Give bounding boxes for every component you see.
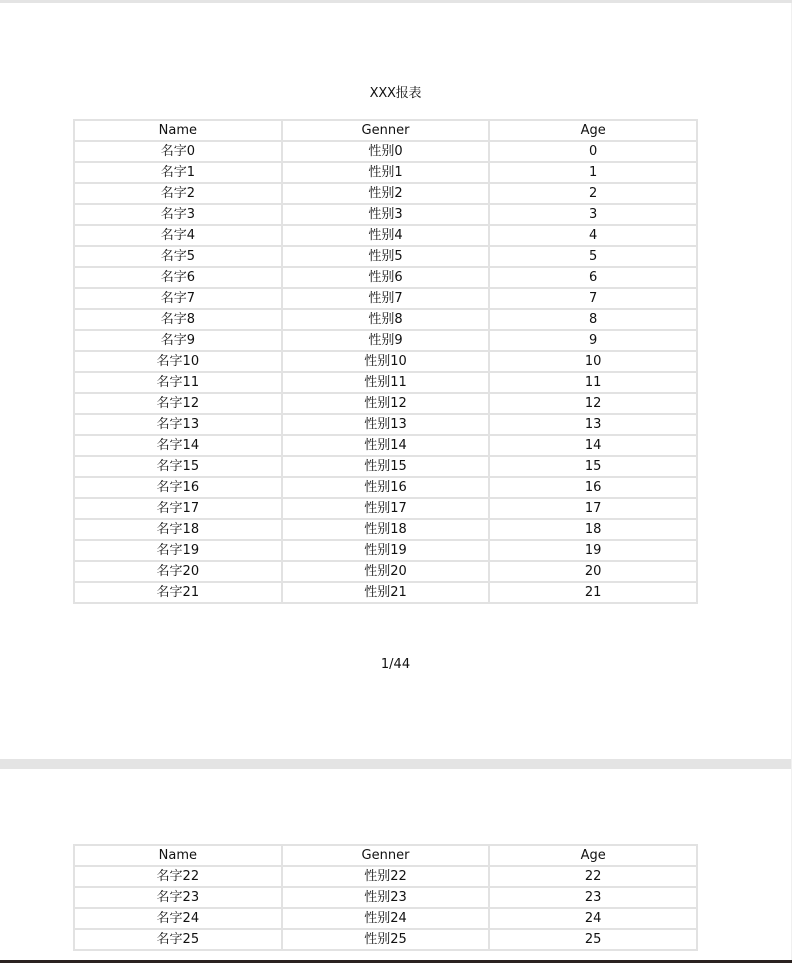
- cell-age: 10: [489, 351, 697, 372]
- cell-genner: 性别10: [282, 351, 490, 372]
- cell-age: 9: [489, 330, 697, 351]
- cell-genner: 性别19: [282, 540, 490, 561]
- cell-genner: 性别13: [282, 414, 490, 435]
- column-header-age: Age: [489, 120, 697, 141]
- cell-genner: 性别14: [282, 435, 490, 456]
- page-separator: [0, 759, 792, 769]
- cell-age: 12: [489, 393, 697, 414]
- cell-name: 名字19: [74, 540, 282, 561]
- cell-name: 名字17: [74, 498, 282, 519]
- cell-name: 名字21: [74, 582, 282, 603]
- table-header-row: [74, 845, 697, 866]
- cell-genner: 性别3: [282, 204, 490, 225]
- table-row: [74, 225, 697, 246]
- cell-genner: 性别21: [282, 582, 490, 603]
- cell-name: 名字9: [74, 330, 282, 351]
- table-row: [74, 141, 697, 162]
- table-row: [74, 456, 697, 477]
- cell-genner: 性别20: [282, 561, 490, 582]
- table-row: [74, 908, 697, 929]
- table-row: [74, 561, 697, 582]
- cell-genner: 性别18: [282, 519, 490, 540]
- table-row: [74, 204, 697, 225]
- cell-name: 名字24: [74, 908, 282, 929]
- cell-genner: 性别6: [282, 267, 490, 288]
- table-row: [74, 183, 697, 204]
- cell-age: 21: [489, 582, 697, 603]
- table-row: [74, 498, 697, 519]
- cell-name: 名字4: [74, 225, 282, 246]
- cell-name: 名字16: [74, 477, 282, 498]
- column-header-name: Name: [74, 120, 282, 141]
- cell-genner: 性别5: [282, 246, 490, 267]
- table-row: [74, 309, 697, 330]
- cell-genner: 性别23: [282, 887, 490, 908]
- cell-genner: 性别0: [282, 141, 490, 162]
- table-row: [74, 162, 697, 183]
- cell-name: 名字18: [74, 519, 282, 540]
- table-row: [74, 929, 697, 950]
- cell-age: 8: [489, 309, 697, 330]
- table-row: [74, 477, 697, 498]
- cell-name: 名字6: [74, 267, 282, 288]
- table-row: [74, 246, 697, 267]
- report-title: XXX报表: [369, 86, 422, 101]
- table-body: [74, 141, 697, 603]
- page-number: 1/44: [380, 657, 411, 672]
- cell-age: 0: [489, 141, 697, 162]
- cell-genner: 性别17: [282, 498, 490, 519]
- table-row: [74, 540, 697, 561]
- cell-name: 名字15: [74, 456, 282, 477]
- cell-name: 名字11: [74, 372, 282, 393]
- cell-name: 名字13: [74, 414, 282, 435]
- cell-genner: 性别9: [282, 330, 490, 351]
- cell-name: 名字12: [74, 393, 282, 414]
- cell-age: 3: [489, 204, 697, 225]
- cell-genner: 性别15: [282, 456, 490, 477]
- cell-genner: 性别22: [282, 866, 490, 887]
- cell-age: 17: [489, 498, 697, 519]
- column-header-age: Age: [489, 845, 697, 866]
- report-page-1: [0, 3, 791, 759]
- report-table-page-2: [73, 844, 698, 951]
- cell-age: 16: [489, 477, 697, 498]
- cell-age: 4: [489, 225, 697, 246]
- cell-genner: 性别16: [282, 477, 490, 498]
- cell-age: 5: [489, 246, 697, 267]
- cell-age: 20: [489, 561, 697, 582]
- table-row: [74, 519, 697, 540]
- table-header-row: [74, 120, 697, 141]
- table-row: [74, 330, 697, 351]
- table-row: [74, 435, 697, 456]
- cell-age: 19: [489, 540, 697, 561]
- table-row: [74, 582, 697, 603]
- cell-name: 名字2: [74, 183, 282, 204]
- column-header-name: Name: [74, 845, 282, 866]
- cell-age: 14: [489, 435, 697, 456]
- cell-genner: 性别4: [282, 225, 490, 246]
- table-row: [74, 351, 697, 372]
- cell-age: 6: [489, 267, 697, 288]
- cell-genner: 性别25: [282, 929, 490, 950]
- cell-genner: 性别8: [282, 309, 490, 330]
- cell-age: 1: [489, 162, 697, 183]
- column-header-genner: Genner: [282, 845, 490, 866]
- table-body: [74, 866, 697, 950]
- cell-age: 22: [489, 866, 697, 887]
- cell-age: 24: [489, 908, 697, 929]
- cell-name: 名字0: [74, 141, 282, 162]
- cell-age: 13: [489, 414, 697, 435]
- cell-genner: 性别2: [282, 183, 490, 204]
- cell-age: 23: [489, 887, 697, 908]
- cell-name: 名字3: [74, 204, 282, 225]
- cell-genner: 性别1: [282, 162, 490, 183]
- cell-age: 18: [489, 519, 697, 540]
- cell-name: 名字8: [74, 309, 282, 330]
- cell-name: 名字5: [74, 246, 282, 267]
- table-row: [74, 866, 697, 887]
- table-row: [74, 267, 697, 288]
- cell-age: 25: [489, 929, 697, 950]
- cell-age: 7: [489, 288, 697, 309]
- cell-age: 2: [489, 183, 697, 204]
- cell-age: 11: [489, 372, 697, 393]
- cell-name: 名字25: [74, 929, 282, 950]
- report-page-2: [0, 769, 791, 960]
- table-row: [74, 372, 697, 393]
- cell-name: 名字10: [74, 351, 282, 372]
- cell-name: 名字20: [74, 561, 282, 582]
- table-row: [74, 393, 697, 414]
- cell-genner: 性别12: [282, 393, 490, 414]
- report-table-page-1: [73, 119, 698, 604]
- cell-genner: 性别7: [282, 288, 490, 309]
- cell-name: 名字23: [74, 887, 282, 908]
- cell-name: 名字1: [74, 162, 282, 183]
- cell-name: 名字22: [74, 866, 282, 887]
- cell-name: 名字7: [74, 288, 282, 309]
- cell-age: 15: [489, 456, 697, 477]
- table-row: [74, 887, 697, 908]
- table-row: [74, 414, 697, 435]
- table-row: [74, 288, 697, 309]
- column-header-genner: Genner: [282, 120, 490, 141]
- cell-name: 名字14: [74, 435, 282, 456]
- cell-genner: 性别11: [282, 372, 490, 393]
- cell-genner: 性别24: [282, 908, 490, 929]
